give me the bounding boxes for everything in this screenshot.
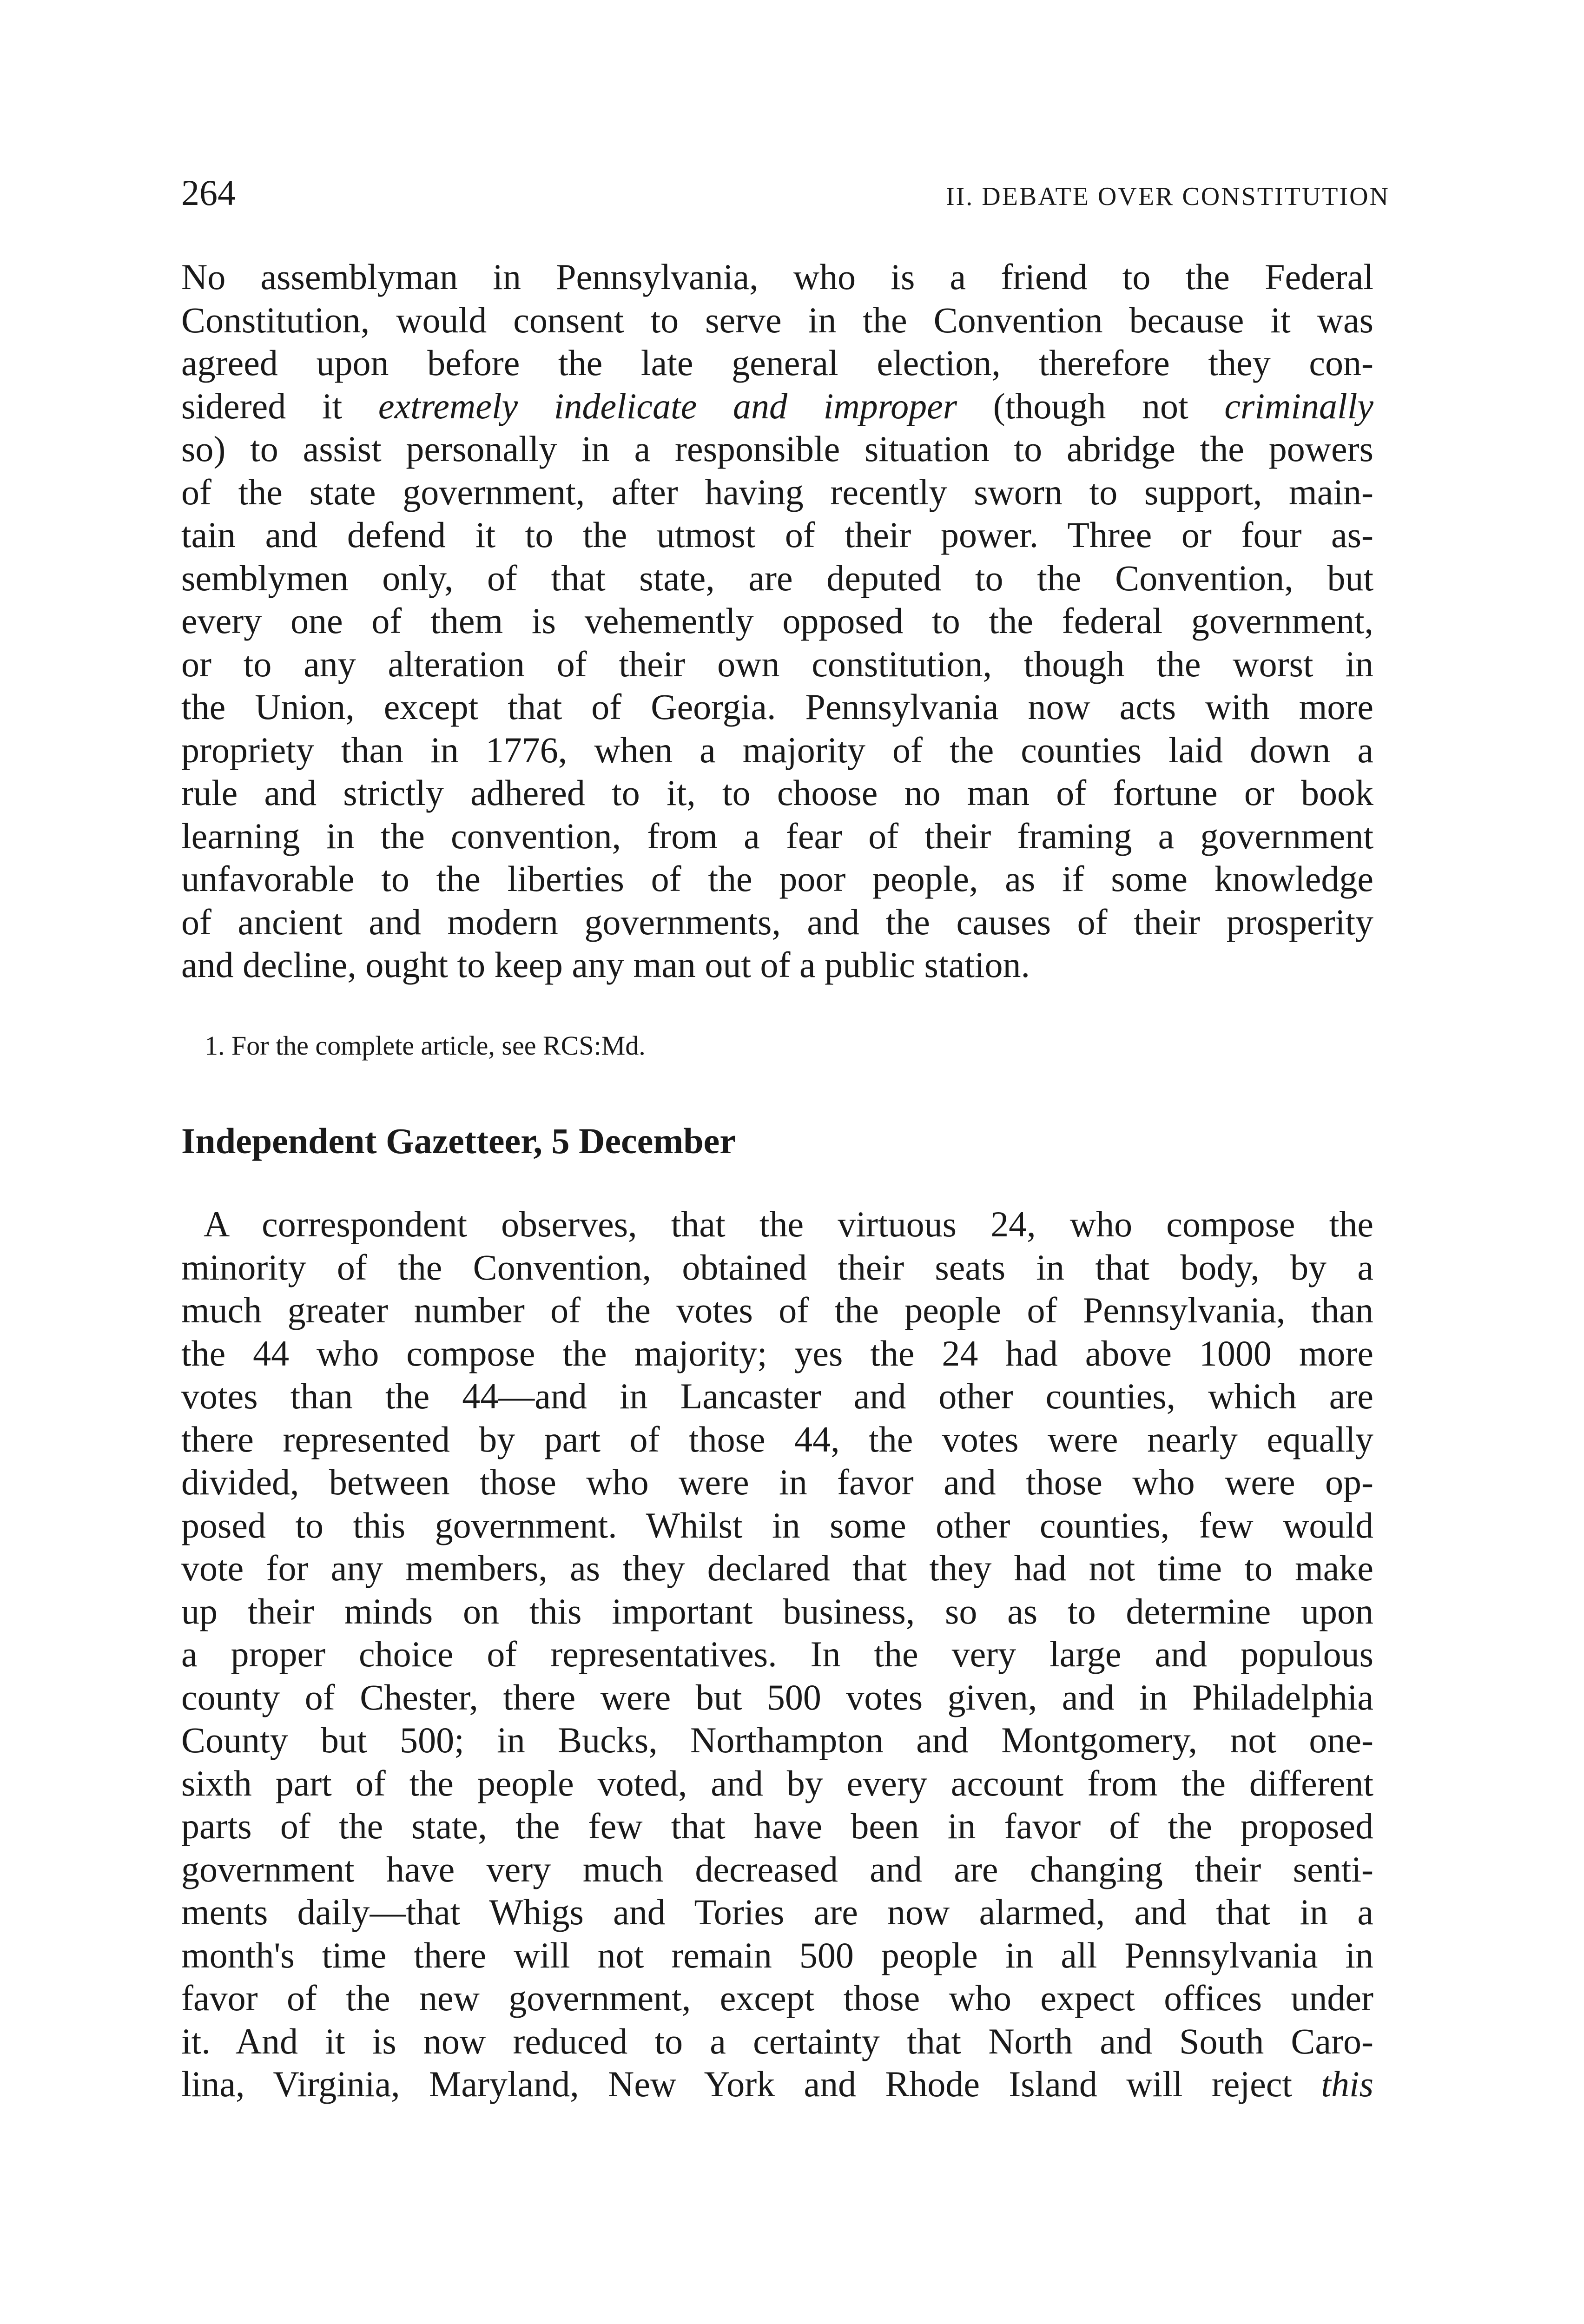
text-line: No assemblyman in Pennsylvania, who is a friend to the Federal [181,257,1373,297]
text-line: County but 500; in Bucks, Northampton and Montgomery, not one- [181,1720,1373,1760]
text-line: learning in the convention, from a fear of their framing a government [181,815,1373,856]
section-title: II. DEBATE OVER CONSTITUTION [945,182,1390,211]
text-line: rule and strictly adhered to it, to choose no man of fortune or book [181,772,1373,813]
text-line: or to any alteration of their own constitution, though the worst in [181,643,1373,684]
text-line: votes than the 44—and in Lancaster and other counties, which are [181,1376,1373,1416]
text-line: parts of the state, the few that have been in favor of the proposed [181,1806,1373,1846]
text-line-with-italics [181,385,1373,428]
text-line: month's time there will not remain 500 people in all Pennsylvania in [181,1934,1373,1975]
text-line: county of Chester, there were but 500 votes given, and in Philadelphia [181,1677,1373,1717]
text-line: of ancient and modern governments, and the causes of their prosperity [181,901,1373,942]
text-line: favor of the new government, except those who expect offices under [181,1978,1373,2018]
text-line: tain and defend it to the utmost of their power. Three or four as- [181,515,1373,555]
text-line-with-italics [181,2063,1373,2106]
text-line: sixth part of the people voted, and by every account from the different [181,1763,1373,1803]
text-line: much greater number of the votes of the people of Pennsylvania, than [181,1290,1373,1330]
text-line: government have very much decreased and are changing their senti- [181,1849,1373,1889]
text-line: ments daily—that Whigs and Tories are now alarmed, and that in a [181,1892,1373,1932]
text-line: posed to this government. Whilst in some other counties, few would [181,1505,1373,1545]
italic-text: criminally [1224,385,1373,426]
paragraph-2 [181,1203,1373,2106]
text-line: every one of them is vehemently opposed to the federal government, [181,601,1373,641]
text-line: there represented by part of those 44, the votes were nearly equally [181,1419,1373,1459]
text-line: A correspondent observes, that the virtuous 24, who compose the [204,1204,1373,1244]
italic-text: extremely indelicate and improper [378,385,957,426]
text-line: it. And it is now reduced to a certainty that North and South Caro- [181,2020,1373,2061]
text-line: divided, between those who were in favor and those who were op- [181,1462,1373,1502]
italic-text: this [1321,2064,1373,2104]
text-line: agreed upon before the late general election, therefore they con- [181,343,1373,383]
text-line: of the state government, after having recently sworn to support, main- [181,471,1373,512]
text-line: up their minds on this important business, so as to determine upon [181,1591,1373,1631]
text-line: propriety than in 1776, when a majority of the counties laid down a [181,729,1373,770]
text-line: Constitution, would consent to serve in the Convention because it was [181,299,1373,340]
running-head [181,167,1390,218]
text-line: unfavorable to the liberties of the poor people, as if some knowledge [181,858,1373,899]
paragraph-1 [181,256,1373,987]
text-run: lina, Virginia, Maryland, New York and Rhode Island will reject [181,2064,1321,2104]
footnote: 1. For the complete article, see RCS:Md. [205,1030,646,1061]
text-line: minority of the Convention, obtained their seats in that body, by a [181,1247,1373,1287]
text-run: sidered it [181,385,378,426]
text-line: the 44 who compose the majority; yes the 24 had above 1000 more [181,1333,1373,1373]
text-line: a proper choice of representatives. In the very large and populous [181,1634,1373,1674]
text-line: semblymen only, of that state, are deputed to the Convention, but [181,557,1373,598]
text-line: vote for any members, as they declared that they had not time to make [181,1548,1373,1588]
text-line: and decline, ought to keep any man out of a public station. [181,944,1030,985]
page-number: 264 [181,172,236,213]
article-heading: Independent Gazetteer, 5 December [181,1121,736,1161]
text-line: the Union, except that of Georgia. Pennsylvania now acts with more [181,687,1373,727]
text-run: (though not [957,385,1225,426]
text-line: so) to assist personally in a responsible situation to abridge the powers [181,429,1373,469]
